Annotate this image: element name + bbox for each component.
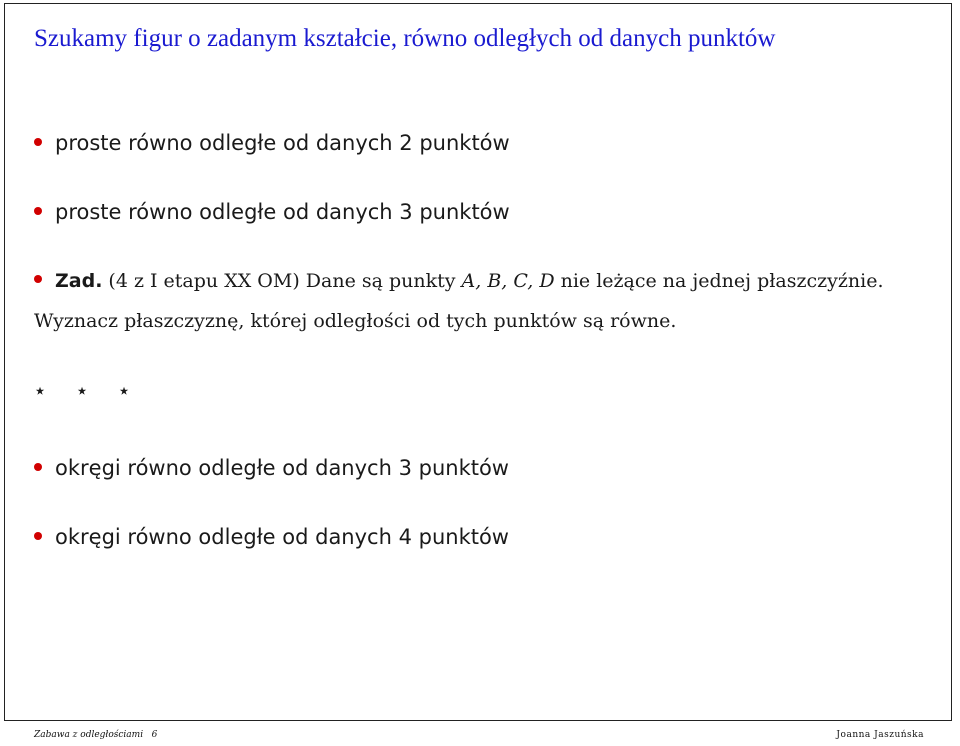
star-icon: ⋆ [117, 379, 131, 404]
bullet-item [34, 131, 934, 155]
bullet-dot-icon [34, 463, 42, 471]
slide-frame [4, 3, 952, 721]
bullet-item [34, 456, 934, 480]
star-separator [30, 379, 170, 404]
footer-author: Joanna Jaszuńska [836, 730, 924, 740]
bullet-dot-icon [34, 532, 42, 540]
footer-page-number: 6 [151, 730, 158, 740]
task-text-after: nie leżące na jednej płaszczyźnie. Wyznacz płaszczyznę, której odległości od tych punktów są równe. [34, 270, 884, 332]
star-icon: ⋆ [75, 379, 89, 404]
bullet-text: okręgi równo odległe od danych 4 punktów [55, 525, 509, 549]
footer-left [34, 730, 157, 740]
bullet-dot-icon [34, 275, 42, 283]
task-label: Zad. [55, 270, 103, 292]
bullet-text: proste równo odległe od danych 2 punktów [55, 131, 510, 155]
slide-title: Szukamy figur o zadanym kształcie, równo odległych od danych punktów [34, 25, 776, 52]
task-item [34, 261, 934, 341]
task-text-before: (4 z I etapu XX OM) Dane są punkty [108, 270, 462, 292]
bullet-dot-icon [34, 138, 42, 146]
footer-title: Zabawa z odległościami [34, 730, 144, 740]
bullet-dot-icon [34, 207, 42, 215]
star-icon: ⋆ [33, 379, 47, 404]
bullet-text: proste równo odległe od danych 3 punktów [55, 200, 510, 224]
bullet-item [34, 200, 934, 224]
bullet-item [34, 525, 934, 549]
task-math: A, B, C, D [461, 270, 555, 292]
bullet-text: okręgi równo odległe od danych 3 punktów [55, 456, 509, 480]
